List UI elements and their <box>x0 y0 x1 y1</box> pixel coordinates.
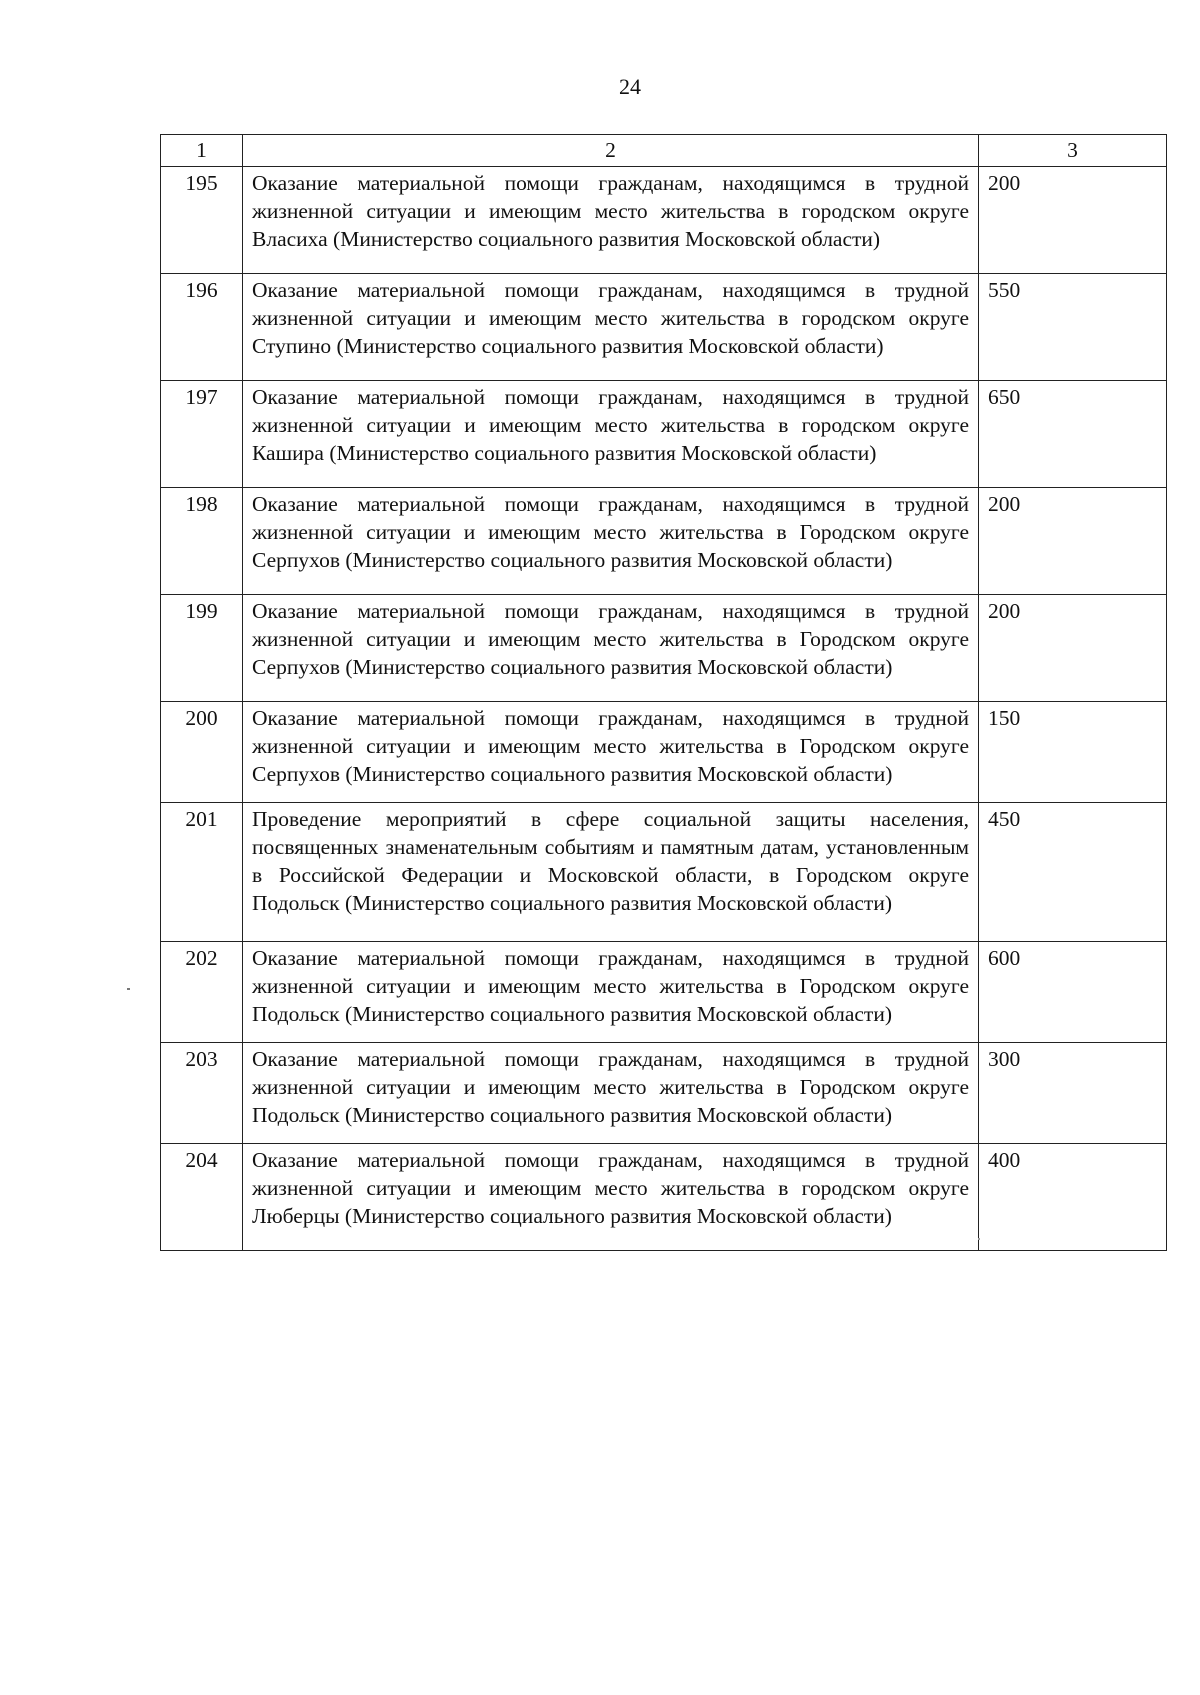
row-amount: 200 <box>979 167 1167 274</box>
page-number: 24 <box>619 74 641 99</box>
row-amount: 150 <box>979 702 1167 803</box>
row-number: 202 <box>161 942 243 1043</box>
table-row <box>161 942 1167 1043</box>
row-amount: 200 <box>979 595 1167 702</box>
row-number: 204 <box>161 1144 243 1251</box>
budget-table <box>160 134 1167 1251</box>
column-header-number: 1 <box>161 135 243 167</box>
row-amount: 550 <box>979 274 1167 381</box>
row-number: 195 <box>161 167 243 274</box>
row-description: Оказание материальной помощи гражданам, находящимся в трудной жизненной ситуации и имеющим место жительства в Городском округе Подольск (Министерство социального развития Московской области) <box>243 1043 979 1144</box>
table-row <box>161 274 1167 381</box>
row-description: Оказание материальной помощи гражданам, находящимся в трудной жизненной ситуации и имеющим место жительства в Городском округе Серпухов (Министерство социального развития Московской области) <box>243 595 979 702</box>
row-description: Оказание материальной помощи гражданам, находящимся в трудной жизненной ситуации и имеющим место жительства в Городском округе Серпухов (Министерство социального развития Московской области) <box>243 702 979 803</box>
column-header-amount: 3 <box>979 135 1167 167</box>
row-number: 197 <box>161 381 243 488</box>
row-amount: 400 <box>979 1144 1167 1251</box>
row-description: Оказание материальной помощи гражданам, находящимся в трудной жизненной ситуации и имеющим место жительства в Городском округе Подольск (Министерство социального развития Московской области) <box>243 942 979 1043</box>
row-number: 200 <box>161 702 243 803</box>
table-row <box>161 167 1167 274</box>
row-amount: 650 <box>979 381 1167 488</box>
table-row <box>161 1043 1167 1144</box>
row-number: 203 <box>161 1043 243 1144</box>
row-description: Оказание материальной помощи гражданам, находящимся в трудной жизненной ситуации и имеющим место жительства в Городском округе Серпухов (Министерство социального развития Московской области) <box>243 488 979 595</box>
table-row <box>161 488 1167 595</box>
row-amount: 200 <box>979 488 1167 595</box>
row-description: Проведение мероприятий в сфере социальной защиты населения, посвященных знаменательным событиям и памятным датам, установленным в Российской Федерации и Московской области, в Городском округе Подольск (Министерство социального развития Московской области) <box>243 803 979 942</box>
row-amount: 600 <box>979 942 1167 1043</box>
row-number: 198 <box>161 488 243 595</box>
row-description: Оказание материальной помощи гражданам, находящимся в трудной жизненной ситуации и имеющим место жительства в городском округе Люберцы (Министерство социального развития Московской области) <box>243 1144 979 1251</box>
table-row <box>161 381 1167 488</box>
row-number: 201 <box>161 803 243 942</box>
row-number: 199 <box>161 595 243 702</box>
table-row <box>161 595 1167 702</box>
row-number: 196 <box>161 274 243 381</box>
table-row <box>161 1144 1167 1251</box>
column-header-description: 2 <box>243 135 979 167</box>
row-description: Оказание материальной помощи гражданам, находящимся в трудной жизненной ситуации и имеющим место жительства в городском округе Кашира (Министерство социального развития Московской области) <box>243 381 979 488</box>
scan-speck <box>978 1238 980 1240</box>
table-header-row <box>161 135 1167 167</box>
row-description: Оказание материальной помощи гражданам, находящимся в трудной жизненной ситуации и имеющим место жительства в городском округе Власиха (Министерство социального развития Московской области) <box>243 167 979 274</box>
table-row <box>161 702 1167 803</box>
row-description: Оказание материальной помощи гражданам, находящимся в трудной жизненной ситуации и имеющим место жительства в городском округе Ступино (Министерство социального развития Московской области) <box>243 274 979 381</box>
table-row <box>161 803 1167 942</box>
row-amount: 450 <box>979 803 1167 942</box>
scan-speck <box>127 988 130 990</box>
row-amount: 300 <box>979 1043 1167 1144</box>
